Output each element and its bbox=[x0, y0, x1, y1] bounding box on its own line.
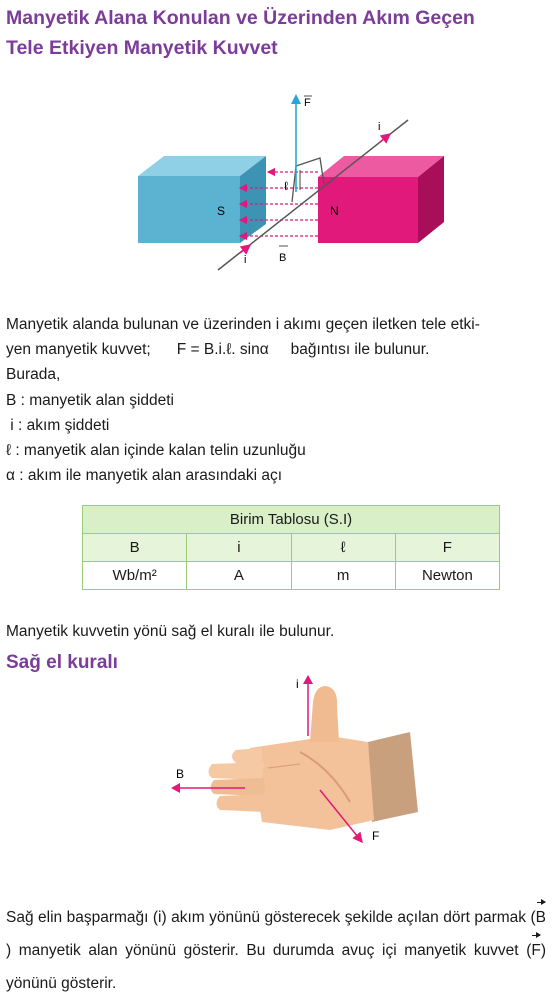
force-label: F bbox=[304, 97, 311, 109]
unit-table-symbol: B bbox=[83, 534, 187, 562]
unit-table-symbol: ℓ bbox=[291, 534, 395, 562]
south-label: S bbox=[217, 204, 226, 218]
intro-line-3: Burada, bbox=[6, 366, 61, 383]
force-vector-symbol: F bbox=[531, 934, 540, 967]
rule-statement: Manyetik kuvvetin yönü sağ el kuralı ile bulunur. bbox=[6, 623, 335, 640]
definition-item: ℓ : manyetik alan içinde kalan telin uzunluğu bbox=[6, 442, 306, 459]
force-formula: F = B.i.ℓ. sinα bbox=[176, 341, 269, 358]
south-pole-block bbox=[138, 156, 266, 243]
current-arrow-bottom bbox=[240, 245, 250, 253]
right-hand-figure bbox=[0, 672, 555, 862]
north-label: N bbox=[330, 204, 339, 218]
unit-table-symbol: i bbox=[187, 534, 291, 562]
unit-table-title: Birim Tablosu (S.I) bbox=[83, 506, 500, 534]
definition-item: B : manyetik alan şiddeti bbox=[6, 392, 175, 409]
intro-paragraph bbox=[6, 312, 548, 387]
hand-illustration bbox=[209, 686, 419, 830]
field-label: B bbox=[279, 252, 287, 264]
field-vector-symbol: B bbox=[536, 901, 546, 934]
explanation-part-2: ) manyetik alan yönünü gösterir. Bu durumda avuç içi manyetik kuvvet ( bbox=[6, 942, 532, 959]
definitions-list bbox=[6, 388, 546, 488]
unit-table-symbol: F bbox=[395, 534, 499, 562]
intro-line-1: Manyetik alanda bulunan ve üzerinden i akımı geçen iletken tele etki- bbox=[6, 316, 480, 333]
intro-line-2-end: bağıntısı ile bulunur. bbox=[290, 341, 430, 358]
unit-table-unit: Newton bbox=[395, 562, 499, 590]
unit-table-unit: A bbox=[187, 562, 291, 590]
length-label: ℓ bbox=[284, 179, 288, 193]
section-title bbox=[6, 3, 551, 63]
current-label-top: i bbox=[378, 121, 381, 133]
intro-line-2 bbox=[6, 337, 548, 362]
current-arrow-top bbox=[380, 134, 390, 142]
explanation-part-3: ) yönünü gösterir. bbox=[6, 942, 546, 992]
unit-table-unit: m bbox=[291, 562, 395, 590]
definition-item: α : akım ile manyetik alan arasındaki açı bbox=[6, 467, 283, 484]
title-line-1: Manyetik Alana Konulan ve Üzerinden Akım Geçen bbox=[6, 7, 475, 29]
explanation-part-1: Sağ elin başparmağı (i) akım yönünü gösterecek şekilde açılan dört parmak ( bbox=[6, 909, 536, 926]
unit-table bbox=[82, 505, 500, 590]
magnetic-force-figure bbox=[0, 70, 555, 310]
north-pole-block bbox=[318, 156, 444, 243]
title-line-2: Tele Etkiyen Manyetik Kuvvet bbox=[6, 37, 278, 59]
right-hand-rule-heading: Sağ el kuralı bbox=[6, 652, 118, 673]
definition-item: i : akım şiddeti bbox=[6, 417, 110, 434]
unit-table-unit: Wb/m² bbox=[83, 562, 187, 590]
right-hand-rule-explanation bbox=[6, 901, 546, 1000]
hand-current-label: i bbox=[296, 677, 299, 691]
hand-force-label: F bbox=[372, 829, 380, 843]
intro-line-2-start: yen manyetik kuvvet; bbox=[6, 341, 151, 358]
current-label-bottom: i bbox=[244, 254, 247, 266]
hand-field-label: B bbox=[176, 767, 185, 781]
